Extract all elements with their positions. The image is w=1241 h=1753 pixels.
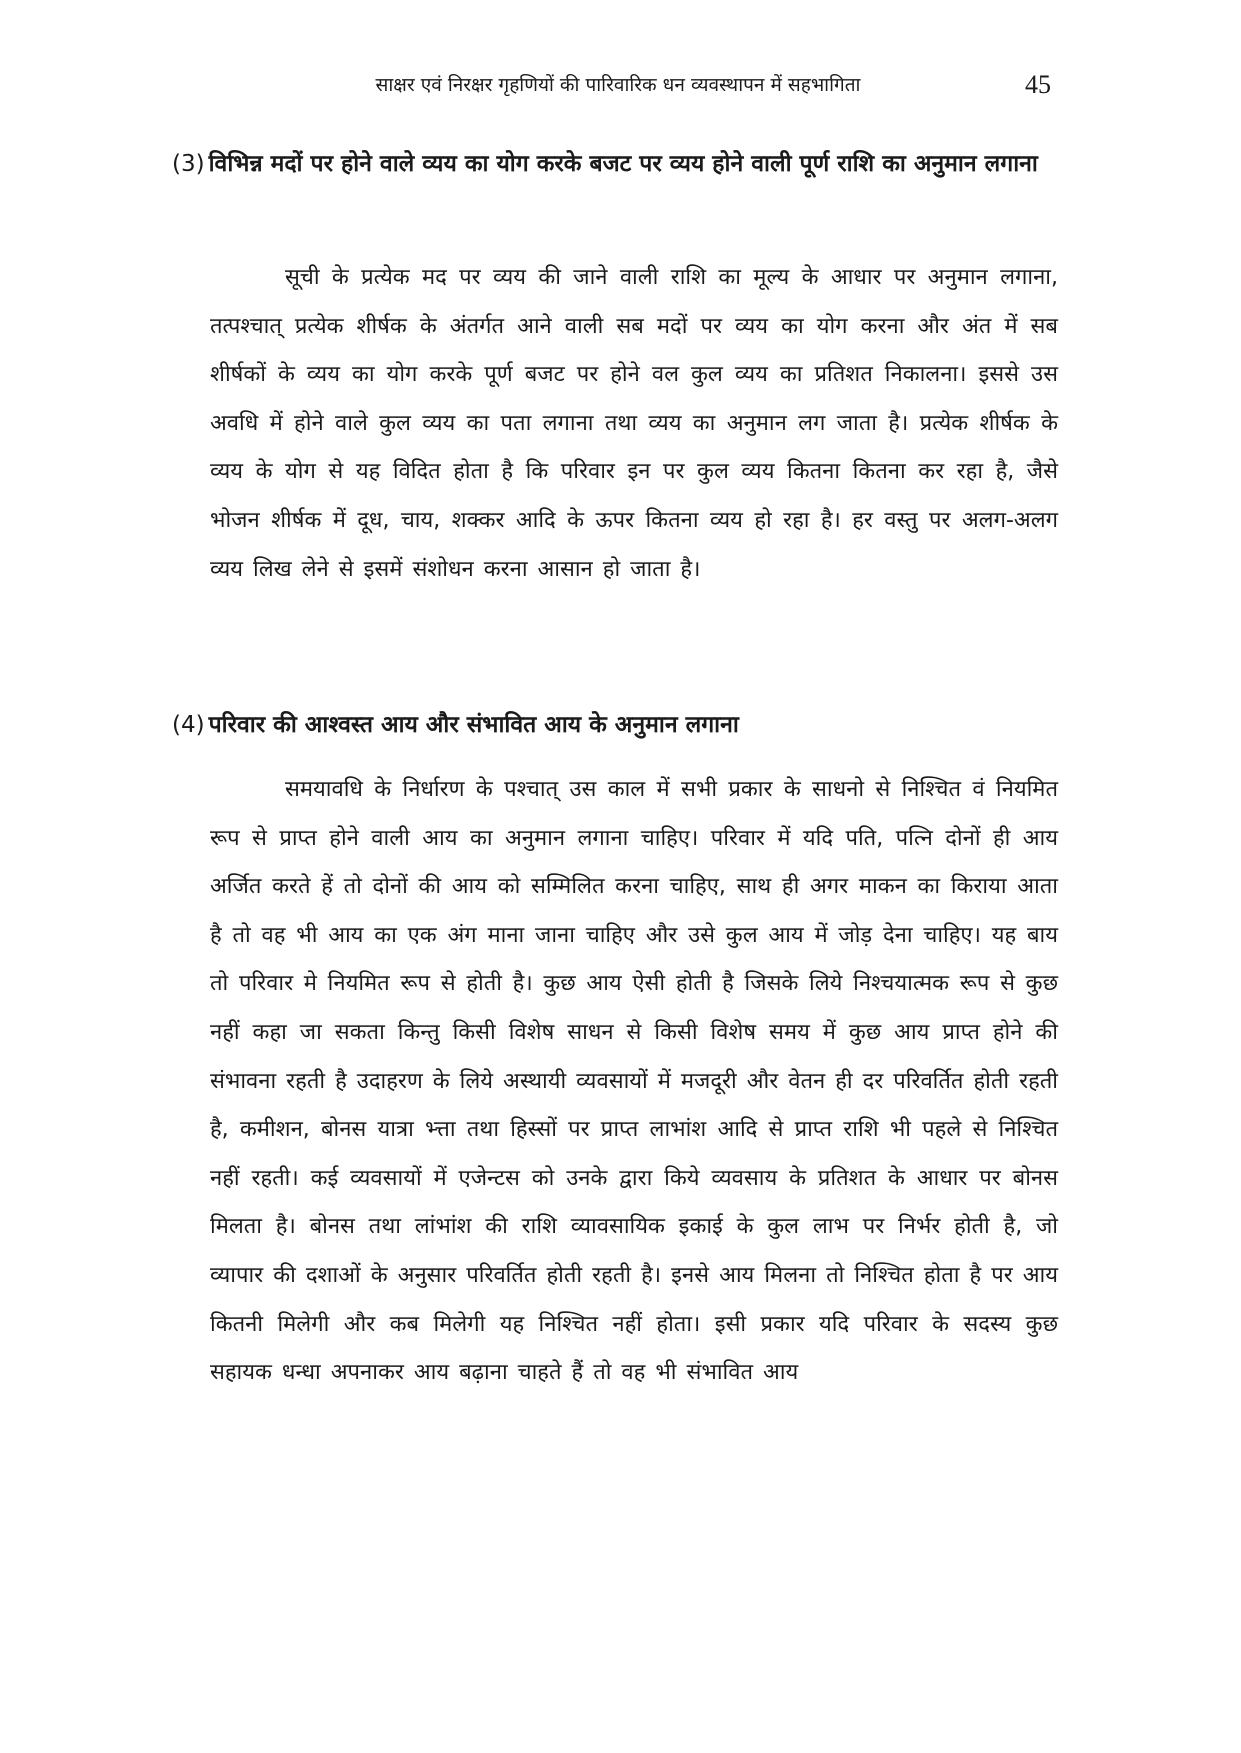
running-header-title: साक्षर एवं निरक्षर गृहणियों की पारिवारिक धन व्यवस्थापन में सहभागिता [375, 74, 861, 96]
section-title: परिवार की आश्वस्त आय और संभावित आय के अनुमान लगाना [208, 712, 739, 738]
section-heading-4 [172, 704, 1052, 746]
section-3-paragraph: सूची के प्रत्येक मद पर व्यय की जाने वाली राशि का मूल्य के आधार पर अनुमान लगाना, तत्पश्चात् प्रत्येक शीर्षक के अंतर्गत आने वाली सब मदों पर व्यय का योग करना और अंत में सब शीर्षकों के व्यय का योग करके पूर्ण बजट पर होने वल कुल व्यय का प्रतिशत निकालना। इससे उस अवधि में होने वाले कुल व्यय का पता लगाना तथा व्यय का अनुमान लग जाता है। प्रत्येक शीर्षक के व्यय के योग से यह विदित होता है कि परिवार इन पर कुल व्यय कितना कितना कर रहा है, जैसे भोजन शीर्षक में दूध, चाय, शक्कर आदि के ऊपर कितना व्यय हो रहा है। हर वस्तु पर अलग-अलग व्यय लिख लेने से इसमें संशोधन करना आसान हो जाता है। [210, 265, 1058, 582]
section-4-paragraph: समयावधि के निर्धारण के पश्चात् उस काल में सभी प्रकार के साधनो से निश्चित वं नियमित रूप से प्राप्त होने वाली आय का अनुमान लगाना चाहिए। परिवार में यदि पति, पत्नि दोनों ही आय अर्जित करते हें तो दोनों की आय को सम्मिलित करना चाहिए, साथ ही अगर माकन का किराया आता है तो वह भी आय का एक अंग माना जाना चाहिए और उसे कुल आय में जोड़ देना चाहिए। यह बाय तो परिवार मे नियमित रूप से होती है। कुछ आय ऐसी होती है जिसके लिये निश्चयात्मक रूप से कुछ नहीं कहा जा सकता किन्तु किसी विशेष साधन से किसी विशेष समय में कुछ आय प्राप्त होने की संभावना रहती है उदाहरण के लिये अस्थायी व्यवसायों में मजदूरी और वेतन ही दर परिवर्तित होती रहती है, कमीशन, बोनस यात्रा भ्त्ता तथा हिस्सों पर प्राप्त लाभांश आदि से प्राप्त राशि भी पहले से निश्चित नहीं रहती। कई व्यवसायों में एजेन्टस को उनके द्वारा किये व्यवसाय के प्रतिशत के आधार पर बोनस मिलता है। बोनस तथा लांभांश की राशि व्यावसायिक इकाई के कुल लाभ पर निर्भर होती है, जो व्यापार की दशाओं के अनुसार परिवर्तित होती रहती है। इनसे आय मिलना तो निश्चित होता है पर आय कितनी मिलेगी और कब मिलेगी यह निश्चित नहीं होता। इसी प्रकार यदि परिवार के सदस्य कुछ सहायक धन्धा अपनाकर आय बढ़ाना चाहते हैं तो वह भी संभावित आय [210, 777, 1058, 1386]
section-number: (4) [172, 712, 205, 738]
section-title: विभिन्न मदों पर होने वाले व्यय का योग करके बजट पर व्यय होने वाली पूर्ण राशि का अनुमान लगाना [208, 151, 1038, 177]
page-number: 45 [1025, 70, 1051, 99]
section-heading-3 [172, 143, 1052, 185]
section-number: (3) [172, 151, 205, 177]
